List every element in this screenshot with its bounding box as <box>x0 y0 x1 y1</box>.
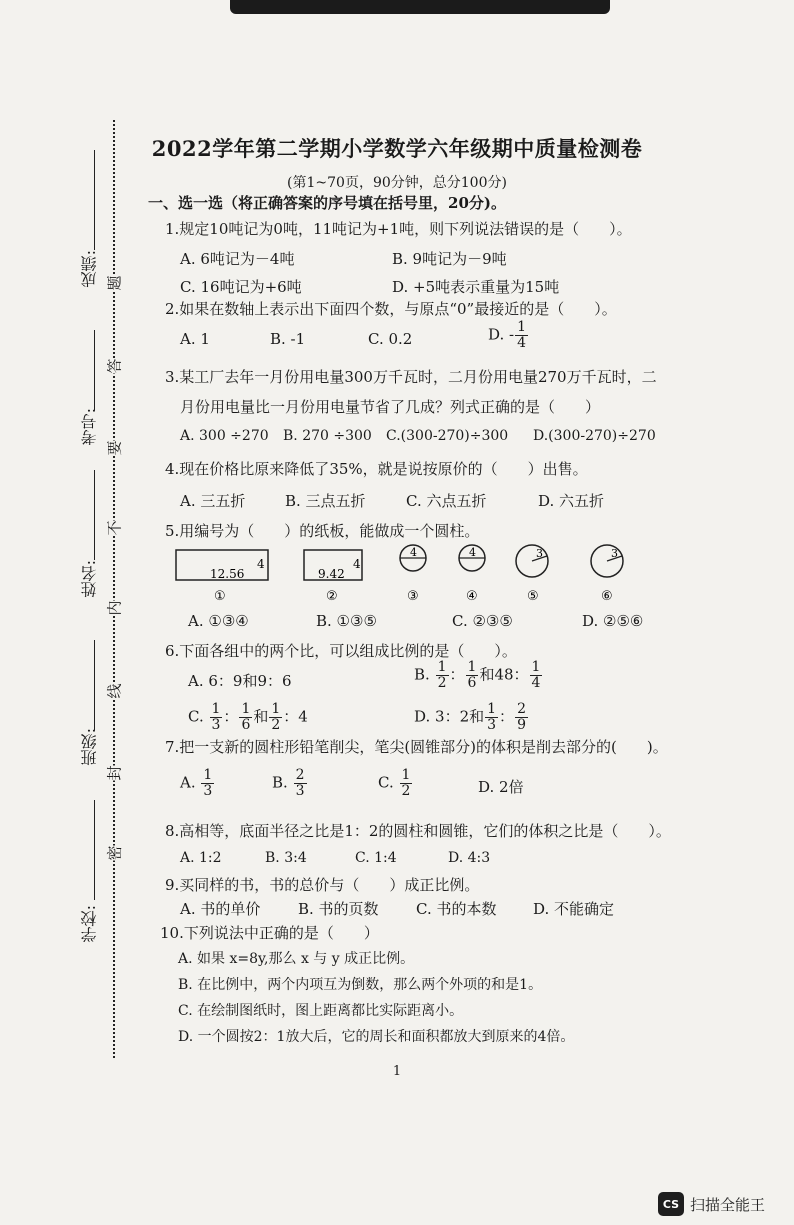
q5-option-a: A. ①③④ <box>188 612 249 630</box>
school-label: 学校: <box>80 905 99 943</box>
q4-option-a: A. 三五折 <box>180 492 246 510</box>
q8-option-d: D. 4:3 <box>448 850 491 866</box>
q3-option-b: B. 270 ÷300 <box>283 428 372 444</box>
rect-2-height: 4 <box>353 557 361 571</box>
q6-option-b <box>414 660 543 691</box>
frac-num: 1 <box>401 767 411 783</box>
frac-num: 2 <box>295 767 305 783</box>
q6-option-c <box>188 702 308 733</box>
exam-number-blank <box>94 330 95 410</box>
frac-den: 6 <box>241 717 251 733</box>
exam-number-label: 考号: <box>80 408 99 446</box>
seal-char-feng: 封 <box>105 765 124 781</box>
watermark-text: 扫描全能王 <box>690 1195 766 1214</box>
q6-stem: 6.下面各组中的两个比，可以组成比例的是（ ）。 <box>165 642 517 660</box>
q9-option-b: B. 书的页数 <box>298 900 379 918</box>
q3-stem-2: 月份用电量比一月份用电量节省了几成？列式正确的是（ ） <box>180 398 601 416</box>
q5-cardboard-figures <box>170 544 650 606</box>
score-blank <box>94 150 95 250</box>
q7-stem: 7.把一支新的圆柱形铅笔削尖，笔尖(圆锥部分)的体积是削去部分的( )。 <box>165 738 668 756</box>
class-blank <box>94 640 95 730</box>
rect-1-height: 4 <box>257 557 265 571</box>
circle-6-value: 3 <box>611 547 618 560</box>
q1-option-b: B. 9吨记为－9吨 <box>392 250 507 268</box>
q6-c-post: ：4 <box>283 707 308 726</box>
q2-option-a: A. 1 <box>180 330 210 348</box>
name-label: 姓名: <box>80 560 99 598</box>
frac-den: 9 <box>517 717 526 733</box>
circle-4-value: 4 <box>469 546 476 559</box>
q8-stem: 8.高相等，底面半径之比是1：2的圆柱和圆锥，它们的体积之比是（ ）。 <box>165 822 671 840</box>
section-heading: 一、选一选（将正确答案的序号填在括号里，20分)。 <box>148 194 506 212</box>
fig-label-4: ④ <box>466 589 478 604</box>
frac-num: 1 <box>241 701 251 717</box>
rect-1-length: 12.56 <box>210 567 245 581</box>
q1-option-a: A. 6吨记为－4吨 <box>180 250 295 268</box>
q5-option-d: D. ②⑤⑥ <box>582 612 644 630</box>
frac-num: 1 <box>517 319 527 335</box>
fig-label-6: ⑥ <box>601 589 613 604</box>
q8-option-a: A. 1:2 <box>180 850 222 866</box>
q1-stem: 1.规定10吨记为0吨，11吨记为+1吨，则下列说法错误的是（ ）。 <box>165 220 632 238</box>
frac-den: 6 <box>467 675 477 691</box>
q10-option-b: B. 在比例中，两个内项互为倒数，那么两个外项的和是1。 <box>178 977 543 993</box>
q3-stem-1: 3.某工厂去年一月份用电量300万千瓦时，二月份用电量270万千瓦时，二 <box>165 368 657 386</box>
q4-stem: 4.现在价格比原来降低了35%，就是说按原价的（ ）出售。 <box>165 460 588 478</box>
seal-char-nei: 内 <box>105 600 124 616</box>
frac-num: 1 <box>467 659 477 675</box>
circle-3-value: 4 <box>410 546 417 559</box>
q7-a-prefix: A. <box>180 773 196 792</box>
q4-option-c: C. 六点五折 <box>406 492 487 510</box>
q4-option-d: D. 六五折 <box>538 492 605 510</box>
colon: ： <box>499 707 515 726</box>
q9-stem: 9.买同样的书，书的总价与（ ）成正比例。 <box>165 876 480 894</box>
q2-stem: 2.如果在数轴上表示出下面四个数，与原点“0”最接近的是（ ）。 <box>165 300 617 318</box>
frac-den: 2 <box>437 675 447 691</box>
q7-c-prefix: C. <box>378 773 394 792</box>
frac-num: 1 <box>271 701 281 717</box>
seal-char-ti: 题 <box>105 275 124 291</box>
frac-den: 3 <box>487 717 497 733</box>
q6-d-prefix: D. 3：2和 <box>414 707 485 726</box>
frac-den: 3 <box>203 783 213 799</box>
frac-num: 2 <box>517 701 526 717</box>
q7-option-a <box>180 768 215 799</box>
frac-num: 1 <box>531 659 541 675</box>
q7-option-b <box>272 768 308 799</box>
q8-option-b: B. 3:4 <box>265 850 307 866</box>
name-blank <box>94 470 95 560</box>
q10-option-d: D. 一个圆按2：1放大后，它的周长和面积都放大到原来的4倍。 <box>178 1029 575 1045</box>
frac-den: 3 <box>295 783 305 799</box>
seal-dotted-line <box>113 120 115 1058</box>
q3-option-a: A. 300 ÷270 <box>180 428 269 444</box>
score-label: 成绩: <box>80 250 99 288</box>
exam-subtitle: (第1~70页，90分钟，总分100分) <box>287 175 507 191</box>
frac-den: 2 <box>401 783 411 799</box>
q10-option-a: A. 如果 x=8y,那么 x 与 y 成正比例。 <box>178 951 415 967</box>
seal-char-da: 答 <box>105 358 124 374</box>
q1-option-d: D. +5吨表示重量为15吨 <box>392 278 560 296</box>
seal-char-bu: 不 <box>105 520 124 536</box>
seal-char-xian: 线 <box>105 683 124 699</box>
seal-char-mi: 密 <box>105 845 124 861</box>
q6-b-prefix: B. <box>414 665 430 684</box>
frac-num: 1 <box>437 659 447 675</box>
scanner-watermark <box>658 1192 765 1216</box>
q5-option-b: B. ①③⑤ <box>316 612 377 630</box>
q3-option-d: D.(300-270)÷270 <box>533 428 656 444</box>
q7-b-prefix: B. <box>272 773 288 792</box>
q5-stem: 5.用编号为（ ）的纸板，能做成一个圆柱。 <box>165 522 480 540</box>
q9-option-d: D. 不能确定 <box>533 900 615 918</box>
q8-option-c: C. 1:4 <box>355 850 397 866</box>
frac-den: 2 <box>271 717 281 733</box>
q6-option-d <box>414 702 529 733</box>
q2-option-d <box>488 320 529 351</box>
frac-den: 4 <box>531 675 541 691</box>
frac-den: 3 <box>211 717 221 733</box>
q10-option-c: C. 在绘制图纸时，图上距离都比实际距离小。 <box>178 1003 464 1019</box>
seal-char-yao: 要 <box>105 440 124 456</box>
fig-label-1: ① <box>214 589 226 604</box>
q3-option-c: C.(300-270)÷300 <box>386 428 509 444</box>
q2-option-c: C. 0.2 <box>368 330 413 348</box>
school-blank <box>94 800 95 900</box>
q7-option-d: D. 2倍 <box>478 778 524 796</box>
q6-c-prefix: C. <box>188 707 204 726</box>
frac-den: 4 <box>517 335 527 351</box>
q2-d-prefix: D. - <box>488 325 515 344</box>
q2-option-b: B. -1 <box>270 330 306 348</box>
exam-title: 2022学年第二学期小学数学六年级期中质量检测卷 <box>151 136 643 161</box>
q9-option-c: C. 书的本数 <box>416 900 497 918</box>
fig-label-3: ③ <box>407 589 419 604</box>
circle-5-value: 3 <box>536 547 543 560</box>
rect-2-length: 9.42 <box>318 567 345 581</box>
colon: ： <box>223 707 239 726</box>
camscanner-logo-icon: CS <box>658 1192 684 1216</box>
frac-num: 1 <box>487 701 497 717</box>
colon: ： <box>449 665 465 684</box>
class-label: 班级: <box>80 728 99 766</box>
q6-option-a: A. 6：9和9：6 <box>188 672 292 690</box>
q7-option-c <box>378 768 413 799</box>
page-number: 1 <box>392 1064 402 1079</box>
fig-label-5: ⑤ <box>527 589 539 604</box>
frac-num: 1 <box>203 767 213 783</box>
q5-option-c: C. ②③⑤ <box>452 612 513 630</box>
scan-top-shadow <box>230 0 610 14</box>
q6-c-mid: 和 <box>253 707 269 726</box>
fig-label-2: ② <box>326 589 338 604</box>
q9-option-a: A. 书的单价 <box>180 900 261 918</box>
frac-num: 1 <box>211 701 221 717</box>
q6-b-mid: 和48： <box>479 665 529 684</box>
q1-option-c: C. 16吨记为+6吨 <box>180 278 302 296</box>
q10-stem: 10.下列说法中正确的是（ ） <box>160 924 379 942</box>
q4-option-b: B. 三点五折 <box>285 492 366 510</box>
